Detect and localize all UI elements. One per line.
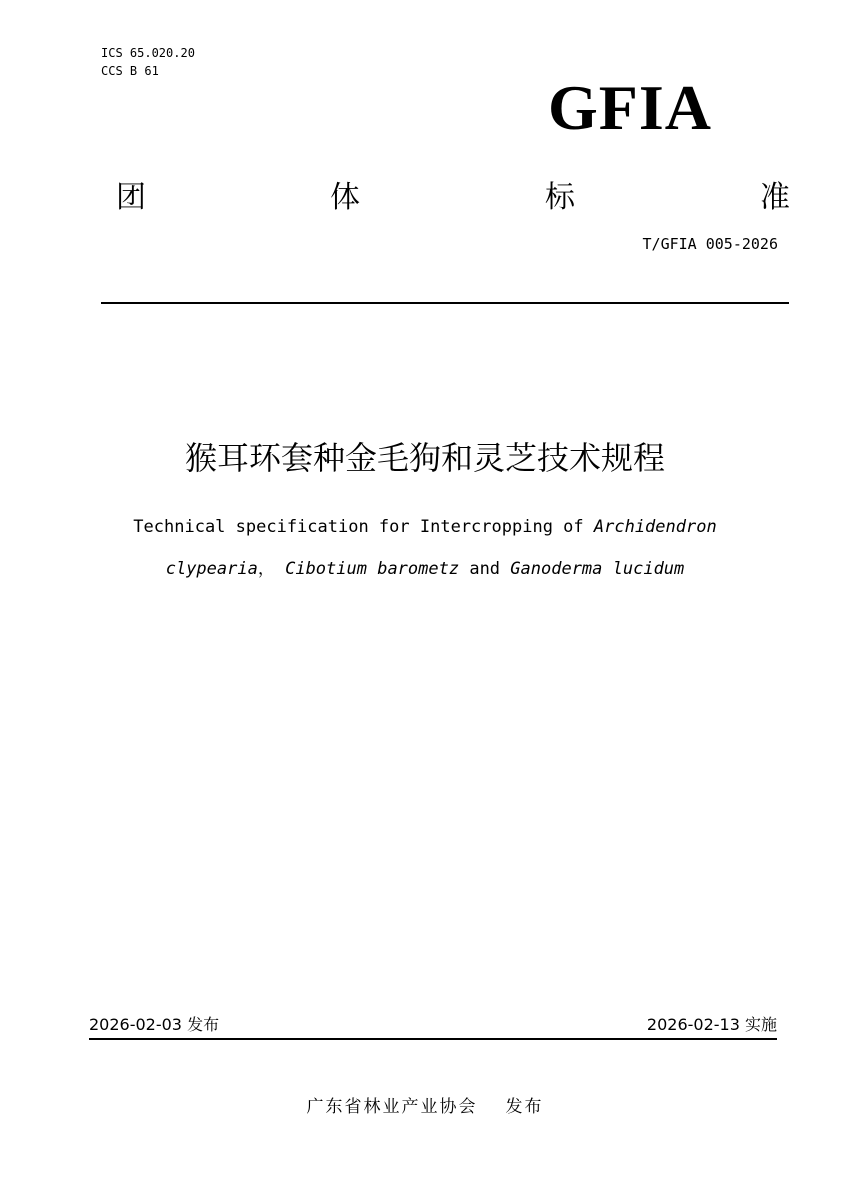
standard-type-char-1: 团 — [116, 180, 146, 215]
issuer-action: 发布 — [505, 1097, 544, 1117]
species-name-clypearia: clypearia — [165, 559, 258, 579]
title-english-line-2: clypearia， Cibotium barometz and Ganoderma lucidum — [165, 559, 685, 579]
publish-date: 2026-02-03 发布 — [89, 1015, 220, 1034]
classification-codes — [101, 44, 195, 80]
title-english — [0, 506, 850, 590]
issuer-line — [0, 1095, 850, 1119]
standard-type-char-2: 体 — [330, 180, 360, 215]
standard-number: T/GFIA 005-2026 — [642, 235, 778, 253]
header-divider — [101, 302, 789, 304]
gfia-logo: GFIA — [548, 72, 712, 143]
issuer-name: 广东省林业产业协会 — [306, 1097, 478, 1117]
implement-date: 2026-02-13 实施 — [646, 1015, 777, 1034]
standard-type-char-3: 标 — [545, 180, 575, 215]
footer-divider — [89, 1038, 777, 1040]
species-name-cibotium: Cibotium barometz — [285, 559, 460, 579]
ccs-code: CCS B 61 — [101, 64, 159, 78]
ics-code: ICS 65.020.20 — [101, 46, 195, 60]
title-english-line-1: Technical specification for Intercropping of Archidendron — [133, 517, 717, 537]
species-name-archidendron: Archidendron — [593, 517, 717, 537]
title-chinese: 猴耳环套种金毛狗和灵芝技术规程 — [184, 439, 665, 477]
species-name-ganoderma: Ganoderma lucidum — [510, 559, 685, 579]
standard-type-char-4: 准 — [760, 180, 790, 215]
